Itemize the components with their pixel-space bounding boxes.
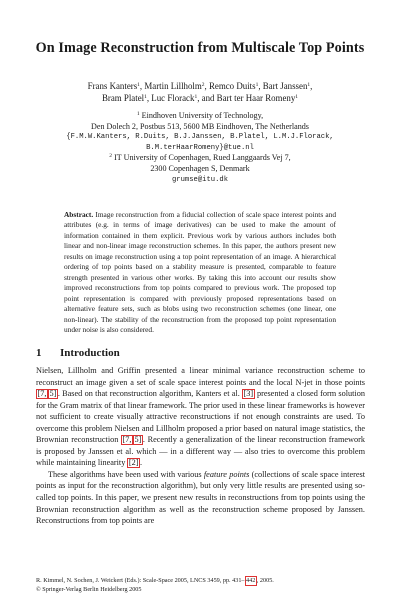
abstract-label: Abstract.	[64, 210, 94, 219]
citation-line	[36, 576, 366, 586]
author-name: and Bart ter Haar Romeny	[201, 92, 296, 103]
author-name: Bram Platel	[101, 92, 145, 103]
affiliations	[30, 111, 370, 185]
abstract-text: Image reconstruction from a fiducial collection of scale space interest points and attributes (e.g. in terms of image derivatives) can be used to make the amount of information contained in them explicit. Previous work by various authors includes both linear and non-linear image reconstruction schemes. In this paper, the authors present new results on image reconstruction using a top point representation of an image. A hierarchical ordering of top points based on a stability measure is presented, comparable to feature strength presented in various other works. By taking this into account our results show improved reconstructions from top points compared to previous work. The proposed top point representation is compared with previously proposed representations based on alternative feature sets, such as blobs using two reconstruction schemes (one linear, one non-linear). The stability of the reconstruction from the proposed top point representation under noise is also considered.	[64, 210, 337, 334]
affiliation-2-address: 2300 Copenhagen S, Denmark	[150, 163, 250, 173]
text-run: R. Kimmel, N. Sochen, J. Weickert (Eds.): Scale-Space 2005, LNCS 3459, pp. 431–	[36, 577, 245, 584]
page-footer	[36, 576, 366, 594]
affiliation-2-email: grumse@itu.dk	[171, 175, 229, 184]
affiliation-1-emails: {F.M.W.Kanters, R.Duits, B.J.Janssen, B.Platel, L.M.J.Florack,	[66, 133, 334, 142]
citation-link[interactable]: [7,	[37, 389, 47, 399]
author-line-1: Frans Kanters$^1$, Martin Lillholm$^2$, Remco Duits$^1$, Bart Janssen$^1$,	[87, 81, 313, 91]
citation-link[interactable]: [2]	[128, 458, 139, 468]
section-title: Introduction	[60, 347, 120, 359]
affiliation-text: IT University of Copenhagen, Rued Langgaards Vej 7,	[114, 153, 291, 163]
affiliation-mark: 1	[295, 93, 299, 100]
section-number: 1	[36, 347, 42, 359]
author-name: Frans Kanters	[87, 81, 138, 91]
body-text	[36, 365, 365, 527]
paper-title: On Image Reconstruction from Multiscale Top Points	[35, 40, 365, 56]
citation-link[interactable]: [3]	[243, 389, 254, 399]
author-line-2: Bram Platel$^1$, Luc Florack$^1$, and Bart ter Haar Romeny$^1$	[101, 92, 299, 103]
author-name: Martin Lillholm	[144, 81, 202, 91]
author-name: Bart Janssen	[262, 81, 308, 91]
author-list	[40, 81, 360, 104]
affiliation-2-name	[30, 153, 370, 164]
affiliation-1-emails-cont: B.M.terHaarRomeny}@tue.nl	[146, 143, 254, 152]
affiliation-text: Eindhoven University of Technology,	[141, 111, 264, 120]
abstract	[64, 210, 336, 335]
affiliation-mark: 1	[136, 111, 140, 117]
paragraph	[36, 365, 365, 469]
author-name: Luc Florack	[151, 92, 195, 103]
copyright-line: © Springer-Verlag Berlin Heidelberg 2005	[36, 586, 142, 593]
affiliation-mark: 1	[144, 93, 147, 100]
text-run: . Based on that reconstruction algorithm, Kanters et al.	[57, 389, 243, 399]
citation-link[interactable]: [7,	[122, 435, 132, 445]
text-run: presented a closed form solution for the Gram matrix of that linear framework. The prior used in these linear frameworks is however not sufficient to create visually attractive reconstructions if not enough constraints are used. To overcome this problem Nielsen and Lillholm proposed a prior based on natural image statistics, the Brownian reconstruction	[36, 389, 365, 445]
page-range-link[interactable]: 442	[246, 577, 256, 584]
citation-link[interactable]: 5]	[49, 389, 57, 399]
section-heading	[36, 347, 120, 359]
text-run: (collections of scale space interest points as input for the reconstruction algorithm), but only very little results are presented using so-called top points. In this paper, we present new results in reconstructions from top points using the Brownian reconstruction algorithm as well as the reconstruction scheme proposed by Janssen. Reconstructions from top points are	[36, 469, 366, 526]
text-run: .	[140, 458, 143, 468]
text-run: Nielsen, Lillholm and Griffin presented a linear minimal variance reconstruction scheme to reconstruct an image given a set of scale space interest points and the local N-jet in those points	[36, 366, 365, 387]
affiliation-mark: 1	[255, 82, 259, 88]
affiliation-mark: 1	[307, 82, 311, 88]
text-run: These algorithms have been used with various	[48, 469, 204, 479]
text-run: . Recently a generalization of the linear reconstruction framework is proposed by Janssen et al. which — in a different way — also tries to overcome this problem while maintaining linearity	[36, 435, 365, 468]
citation-link[interactable]: 5]	[134, 435, 142, 445]
paragraph	[36, 469, 365, 527]
affiliation-mark: 2	[201, 82, 205, 88]
affiliation-1-address: Den Dolech 2, Postbus 513, 5600 MB Eindhoven, The Netherlands	[91, 121, 309, 131]
affiliation-mark: 1	[194, 93, 198, 100]
author-name: Remco Duits	[208, 81, 256, 91]
text-run: , 2005.	[256, 577, 274, 584]
emphasis: feature points	[203, 469, 250, 479]
affiliation-mark: 1	[137, 82, 140, 88]
affiliation-1-name	[30, 111, 370, 122]
affiliation-mark: 2	[109, 153, 113, 160]
